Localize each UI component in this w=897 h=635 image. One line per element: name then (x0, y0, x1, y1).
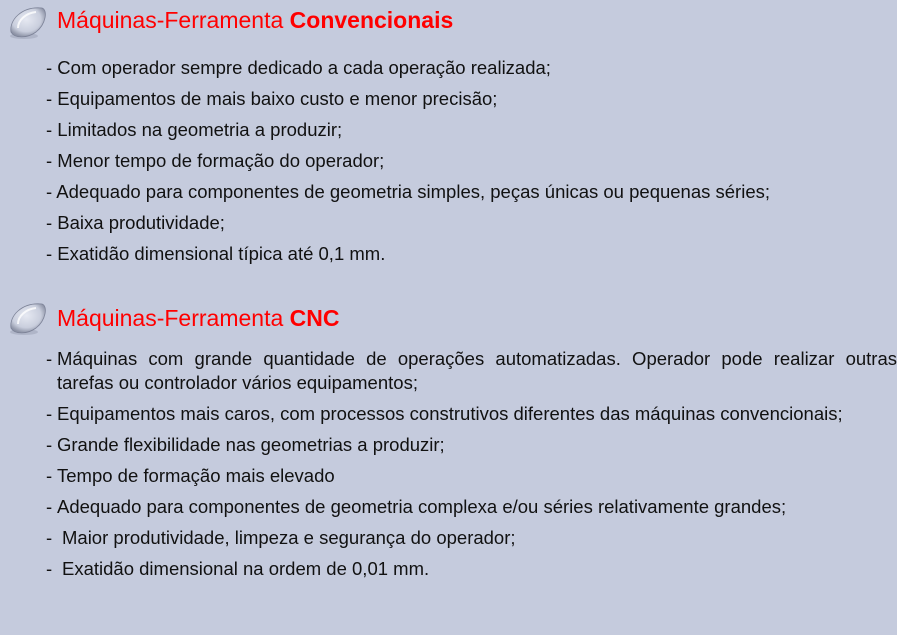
list-item: - Adequado para componentes de geometria simples, peças únicas ou pequenas séries; (46, 181, 771, 202)
list-item-text: Grande flexibilidade nas geometrias a produzir; (57, 434, 445, 455)
list-item-text: Tempo de formação mais elevado (57, 465, 335, 486)
list-item: - Com operador sempre dedicado a cada operação realizada; (46, 57, 551, 78)
list-item: - Equipamentos de mais baixo custo e menor precisão; (46, 88, 498, 109)
list-item-text: Equipamentos mais caros, com processos construtivos diferentes das máquinas convencionais; (57, 403, 843, 424)
water-drop-icon (6, 298, 50, 338)
list-item (46, 557, 897, 581)
list-dash: - (46, 403, 53, 424)
list-item-text: Máquinas com grande quantidade de operações automatizadas. Operador pode realizar outras tarefas ou controlador vários equipamentos; (57, 348, 897, 393)
section-title-cnc: Máquinas-Ferramenta CNC (57, 305, 340, 331)
list-item-text: Exatidão dimensional na ordem de 0,01 mm. (62, 558, 430, 579)
list-dash: - (46, 434, 53, 455)
cnc-list (46, 347, 897, 588)
list-item (46, 347, 897, 395)
list-item (46, 464, 897, 488)
section-header-conventional (0, 2, 897, 42)
list-item-text: Adequado para componentes de geometria complexa e/ou séries relativamente grandes; (57, 496, 787, 517)
list-item-text: Maior produtividade, limpeza e segurança do operador; (62, 527, 516, 548)
list-dash: - (46, 465, 53, 486)
list-dash: - (46, 527, 53, 548)
list-dash: - (46, 348, 53, 369)
list-dash: - (46, 496, 53, 517)
list-dash: - (46, 558, 53, 579)
list-item (46, 402, 897, 426)
section-title-conventional: Máquinas-Ferramenta Convencionais (57, 7, 454, 33)
list-item: - Exatidão dimensional típica até 0,1 mm. (46, 243, 386, 264)
water-drop-icon (6, 2, 50, 42)
list-item: - Limitados na geometria a produzir; (46, 119, 343, 140)
list-item: - Baixa produtividade; (46, 212, 225, 233)
list-item: - Menor tempo de formação do operador; (46, 150, 385, 171)
list-item (46, 433, 897, 457)
section-header-cnc (0, 298, 897, 338)
conventional-list (46, 52, 770, 269)
list-item (46, 495, 897, 519)
list-item (46, 526, 897, 550)
